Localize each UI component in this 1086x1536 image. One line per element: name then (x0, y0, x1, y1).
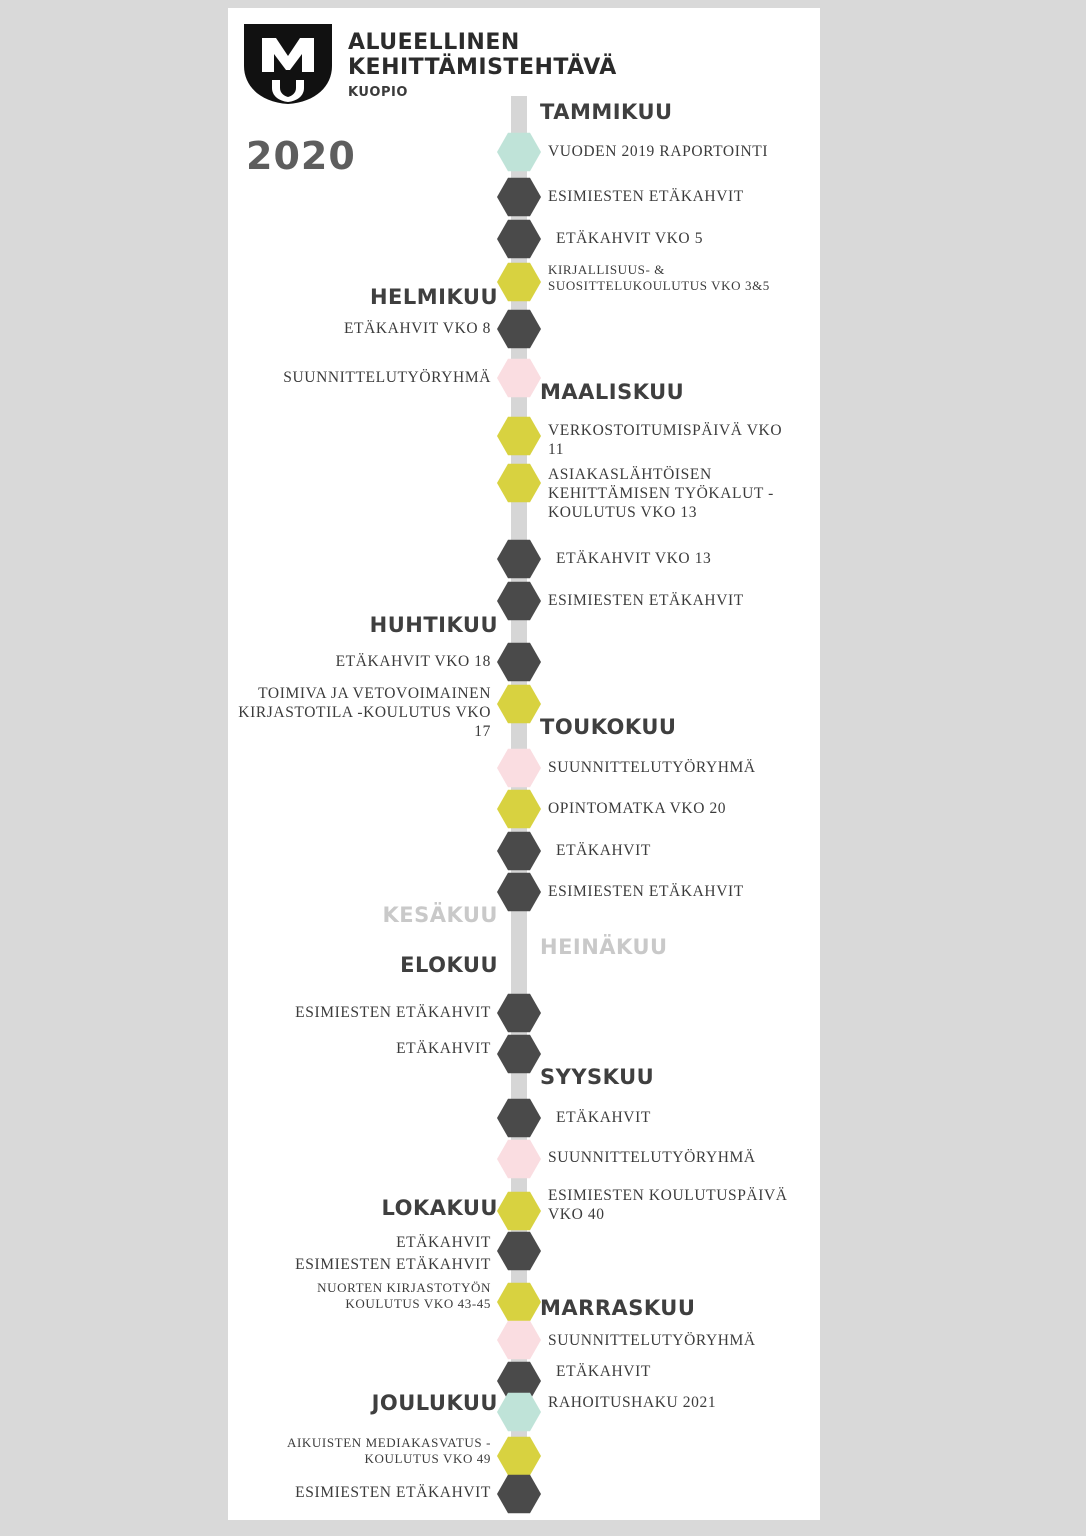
timeline-node[interactable] (497, 177, 541, 217)
event-label: ESIMIESTEN ETÄKAHVIT (548, 188, 744, 205)
month-helmikuu: HELMIKUU (369, 285, 498, 309)
timeline-node[interactable] (497, 748, 541, 788)
timeline-node[interactable] (497, 1474, 541, 1514)
timeline-node[interactable] (497, 1231, 541, 1271)
event-label: ETÄKAHVIT (556, 842, 651, 859)
month-elokuu: ELOKUU (400, 953, 498, 977)
month-marraskuu: MARRASKUU (540, 1296, 696, 1320)
month-tammikuu: TAMMIKUU (540, 100, 673, 124)
timeline-node[interactable] (497, 463, 541, 503)
event-label: RAHOITUSHAKU 2021 (548, 1394, 717, 1411)
timeline-node[interactable] (497, 132, 541, 172)
month-huhtikuu: HUHTIKUU (369, 613, 498, 637)
timeline-node[interactable] (497, 831, 541, 871)
year-label: 2020 (246, 134, 356, 178)
timeline-node[interactable] (497, 1034, 541, 1074)
brand-line-2: KEHITTÄMISTEHTÄVÄ (348, 55, 617, 80)
event-label: ETÄKAHVIT (396, 1040, 491, 1057)
event-label: ETÄKAHVIT VKO 18 (335, 653, 491, 670)
month-lokakuu: LOKAKUU (381, 1196, 498, 1220)
event-label: SUUNNITTELUTYÖRYHMÄ (548, 1332, 756, 1349)
brand-line-3: KUOPIO (348, 85, 408, 100)
event-label: ESIMIESTEN ETÄKAHVIT (295, 1484, 491, 1501)
month-maaliskuu: MAALISKUU (540, 380, 685, 404)
event-label: SUUNNITTELUTYÖRYHMÄ (283, 369, 491, 386)
month-joulukuu: JOULUKUU (371, 1391, 498, 1415)
timeline-node[interactable] (497, 1392, 541, 1432)
timeline-node[interactable] (497, 642, 541, 682)
event-label: ASIAKASLÄHTÖISEN KEHITTÄMISEN TYÖKALUT -KOULUTUS VKO 13 (548, 466, 774, 521)
event-label: SUUNNITTELUTYÖRYHMÄ (548, 1149, 756, 1166)
event-label: ESIMIESTEN ETÄKAHVIT (548, 592, 744, 609)
timeline-node[interactable] (497, 993, 541, 1033)
event-label: TOIMIVA JA VETOVOIMAINEN KIRJASTOTILA -KOULUTUS VKO 17 (238, 685, 491, 740)
timeline-node[interactable] (497, 581, 541, 621)
event-label: AIKUISTEN MEDIAKASVATUS -KOULUTUS VKO 49 (287, 1435, 491, 1466)
month-heinakuu: HEINÄKUU (540, 935, 668, 959)
brand-line-1: ALUEELLINEN (348, 30, 520, 55)
timeline-node[interactable] (497, 358, 541, 398)
timeline-node[interactable] (497, 1320, 541, 1360)
event-label: NUORTEN KIRJASTOTYÖN KOULUTUS VKO 43-45 (317, 1280, 491, 1311)
month-syyskuu: SYYSKUU (540, 1065, 655, 1089)
event-label: ETÄKAHVIT (396, 1234, 491, 1251)
m-shield-logo-icon (240, 22, 336, 106)
event-label: OPINTOMATKA VKO 20 (548, 800, 727, 817)
month-kesakuu: KESÄKUU (382, 903, 498, 927)
event-label: ESIMIESTEN ETÄKAHVIT (295, 1004, 491, 1021)
timeline-node[interactable] (497, 262, 541, 302)
event-label: ESIMIESTEN ETÄKAHVIT (548, 883, 744, 900)
brand-title (348, 30, 617, 100)
event-label: ETÄKAHVIT (556, 1109, 651, 1126)
event-label: ETÄKAHVIT (556, 1363, 651, 1380)
event-label: KIRJALLISUUS- & SUOSITTELUKOULUTUS VKO 3&5 (548, 262, 770, 293)
timeline-node[interactable] (497, 1191, 541, 1231)
timeline-node[interactable] (497, 1282, 541, 1322)
timeline-node[interactable] (497, 1139, 541, 1179)
event-label: SUUNNITTELUTYÖRYHMÄ (548, 759, 756, 776)
event-label: ETÄKAHVIT VKO 5 (556, 230, 704, 247)
timeline-node[interactable] (497, 539, 541, 579)
timeline-node[interactable] (497, 1098, 541, 1138)
timeline-node[interactable] (497, 1436, 541, 1476)
event-label: VUODEN 2019 RAPORTOINTI (548, 143, 769, 160)
event-label: ESIMIESTEN KOULUTUSPÄIVÄ VKO 40 (548, 1187, 788, 1223)
event-label: VERKOSTOITUMISPÄIVÄ VKO 11 (548, 422, 783, 458)
month-toukokuu: TOUKOKUU (540, 715, 677, 739)
timeline-node[interactable] (497, 416, 541, 456)
timeline-node[interactable] (497, 684, 541, 724)
event-label: ETÄKAHVIT VKO 8 (343, 320, 491, 337)
timeline-node[interactable] (497, 219, 541, 259)
event-label: ETÄKAHVIT VKO 13 (556, 550, 712, 567)
timeline-node[interactable] (497, 789, 541, 829)
event-label: ESIMIESTEN ETÄKAHVIT (295, 1256, 491, 1273)
timeline-node[interactable] (497, 309, 541, 349)
timeline-node[interactable] (497, 872, 541, 912)
infographic-poster (228, 8, 820, 1520)
